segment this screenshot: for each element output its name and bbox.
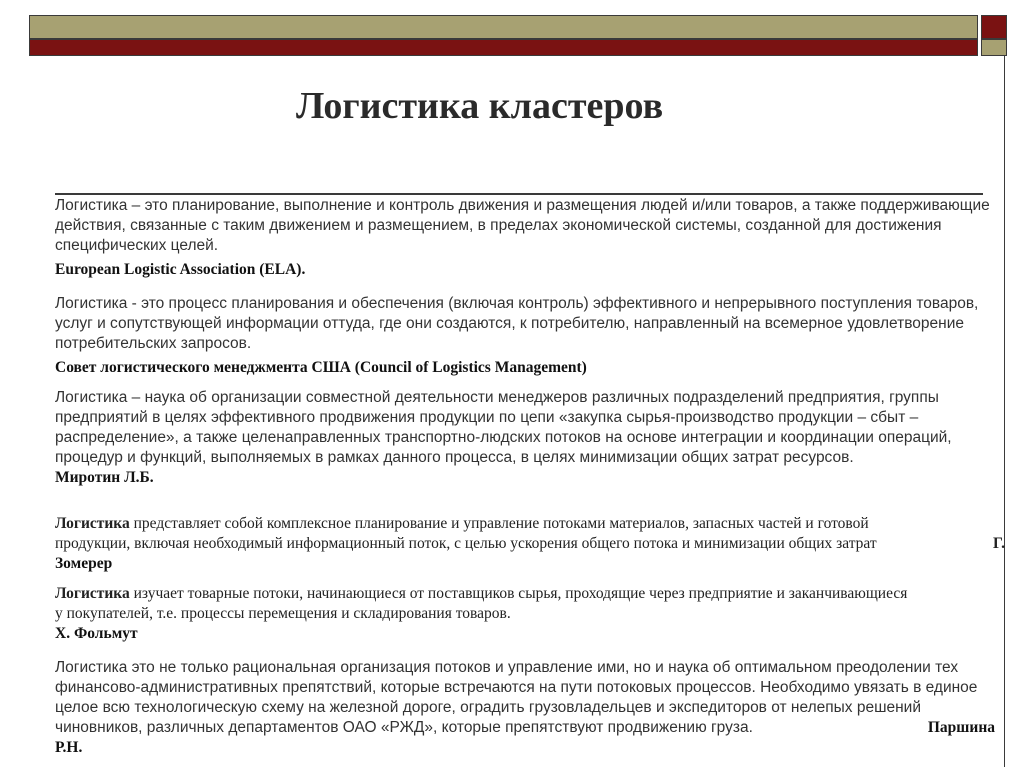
- definitions-block: [55, 196, 1005, 758]
- definition-1-text: Логистика – это планирование, выполнение и контроль движения и размещения людей и/или товаров, а также поддерживающие действия, связанные с таким движением и размещением, в пределах экономической системы, созданной для достижения специфических целей.: [55, 197, 990, 254]
- definition-1-source: European Logistic Association (ELA).: [55, 261, 306, 278]
- corner-square-red: [981, 15, 1007, 39]
- definition-5-source: Х. Фольмут: [55, 625, 138, 642]
- definition-6-source-surname: Паршина: [927, 719, 995, 736]
- slide-title: Логистика кластеров: [296, 85, 664, 127]
- definition-5-term: Логистика: [55, 585, 130, 602]
- title-divider: [55, 193, 983, 195]
- definition-3-source: Миротин Л.Б.: [55, 469, 154, 486]
- definition-6-source: Р.Н.: [55, 739, 83, 756]
- definition-2-text: Логистика - это процесс планирования и обеспечения (включая контроль) эффективного и непрерывного поступления товаров, услуг и сопутствующей информации оттуда, где они создаются, к потребителю, направленный на всемерное удовлетворение потребительских запросов.: [55, 295, 979, 352]
- definition-2-source: Совет логистического менеджмента США (Council of Logistics Management): [55, 359, 587, 376]
- corner-square-olive: [981, 39, 1007, 56]
- definition-5-text: Логистика изучает товарные потоки, начинающиеся от поставщиков сырья, проходящие через предприятие и заканчивающиеся у покупателей, т.е. процессы перемещения и складирования товаров.: [55, 585, 908, 622]
- header-band-red-stripe: [29, 39, 978, 56]
- definition-4-source: Зомерер: [55, 555, 113, 572]
- definition-3-text: Логистика – наука об организации совместной деятельности менеджеров различных подразделений предприятия, группы предприятий в целях эффективного продвижения продукции по цепи «закупка сырья-производство продукции – сбыт – распределение», а также целенаправленных транспортно-людских потоков на основе интеграции и координации операций, процедур и функций, выполняемых в рамках данного процесса, в целях минимизации общих затрат ресурсов.: [55, 389, 952, 466]
- definition-4-term: Логистика: [55, 515, 130, 532]
- definition-4-source-initial: Г.: [993, 535, 1005, 552]
- definition-6-text: Логистика это не только рациональная организация потоков и управление ими, но и наука об оптимальном преодолении тех финансово-административных препятствий, которые встречаются на пути потоковых процессов. Необходимо увязать в единое целое всю технологическую схему на железной дороге, оградить грузовладельцев и экспедиторов от нелепых решений чиновников, различных департаментов ОАО «РЖД», которые препятствуют продвижению груза. Паршина: [55, 659, 995, 736]
- definition-4-text: Логистика представляет собой комплексное планирование и управление потоками материалов, запасных частей и готовой продукции, включая необходимый информационный поток, с целью ускорения общего потока и минимизации общих затрат Г.: [55, 515, 1005, 552]
- header-band-olive-stripe: [29, 15, 978, 39]
